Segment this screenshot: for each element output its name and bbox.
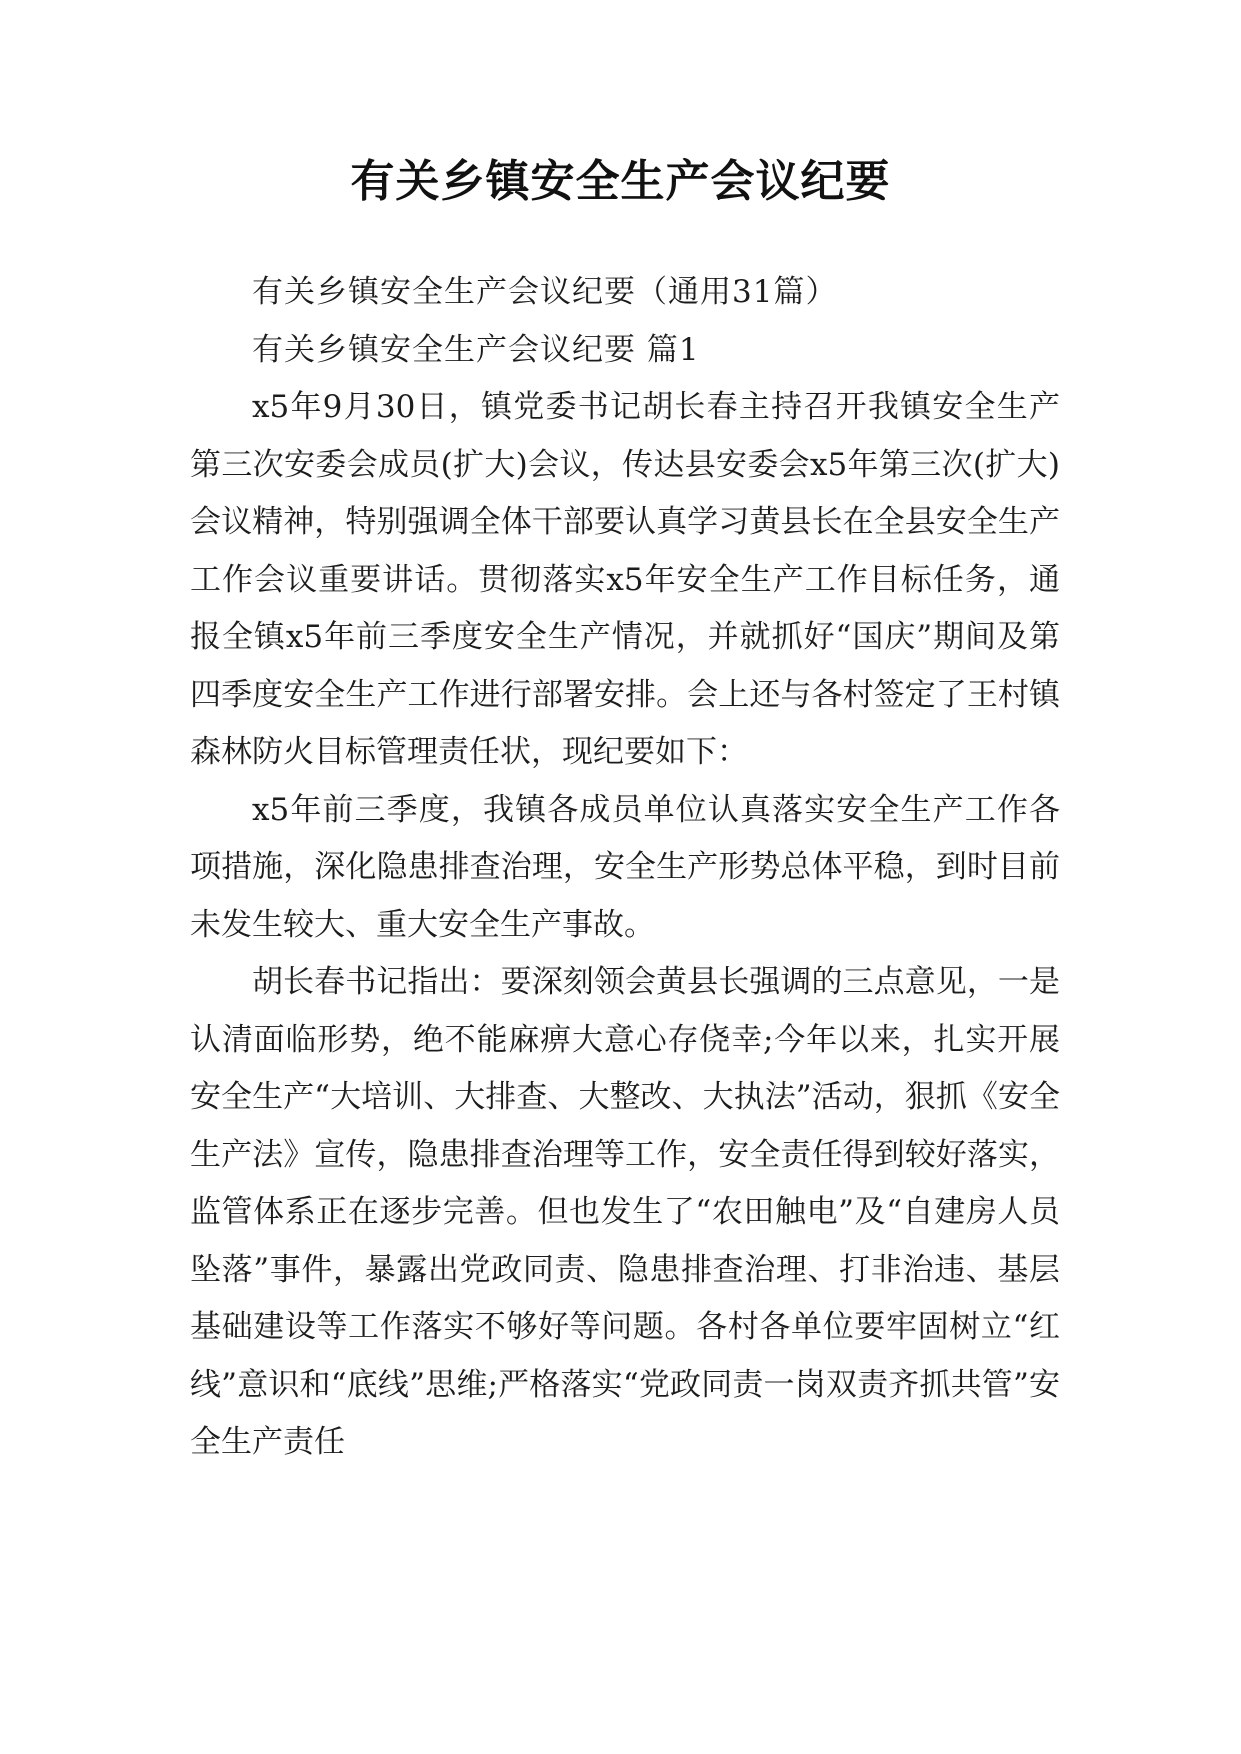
- document-title: 有关乡镇安全生产会议纪要: [350, 156, 891, 207]
- paragraph: 胡长春书记指出：要深刻领会黄县长强调的三点意见，一是认清面临形势，绝不能麻痹大意心存侥幸;今年以来，扎实开展安全生产“大培训、大排查、大整改、大执法”活动，狠抓《安全生产法》宣传，隐患排查治理等工作，安全责任得到较好落实，监管体系正在逐步完善。但也发生了“农田触电”及“自建房人员坠落”事件，暴露出党政同责、隐患排查治理、打非治违、基层基础建设等工作落实不够好等问题。各村各单位要牢固树立“红线”意识和“底线”思维;严格落实“党政同责一岗双责齐抓共管”安全生产责任: [190, 964, 1060, 1460]
- paragraph: x5年前三季度，我镇各成员单位认真落实安全生产工作各项措施，深化隐患排查治理，安全生产形势总体平稳，到时目前未发生较大、重大安全生产事故。: [190, 791, 1060, 943]
- section-heading: 有关乡镇安全生产会议纪要 篇1: [252, 331, 700, 368]
- paragraph: x5年9月30日，镇党委书记胡长春主持召开我镇安全生产第三次安委会成员(扩大)会议，传达县安委会x5年第三次(扩大)会议精神，特别强调全体干部要认真学习黄县长在全县安全生产工作会议重要讲话。贯彻落实x5年安全生产工作目标任务，通报全镇x5年前三季度安全生产情况，并就抓好“国庆”期间及第四季度安全生产工作进行部署安排。会上还与各村签定了王村镇森林防火目标管理责任状，现纪要如下：: [190, 389, 1060, 770]
- document-body: [190, 264, 1060, 1472]
- document-subtitle: 有关乡镇安全生产会议纪要（通用31篇）: [252, 274, 838, 310]
